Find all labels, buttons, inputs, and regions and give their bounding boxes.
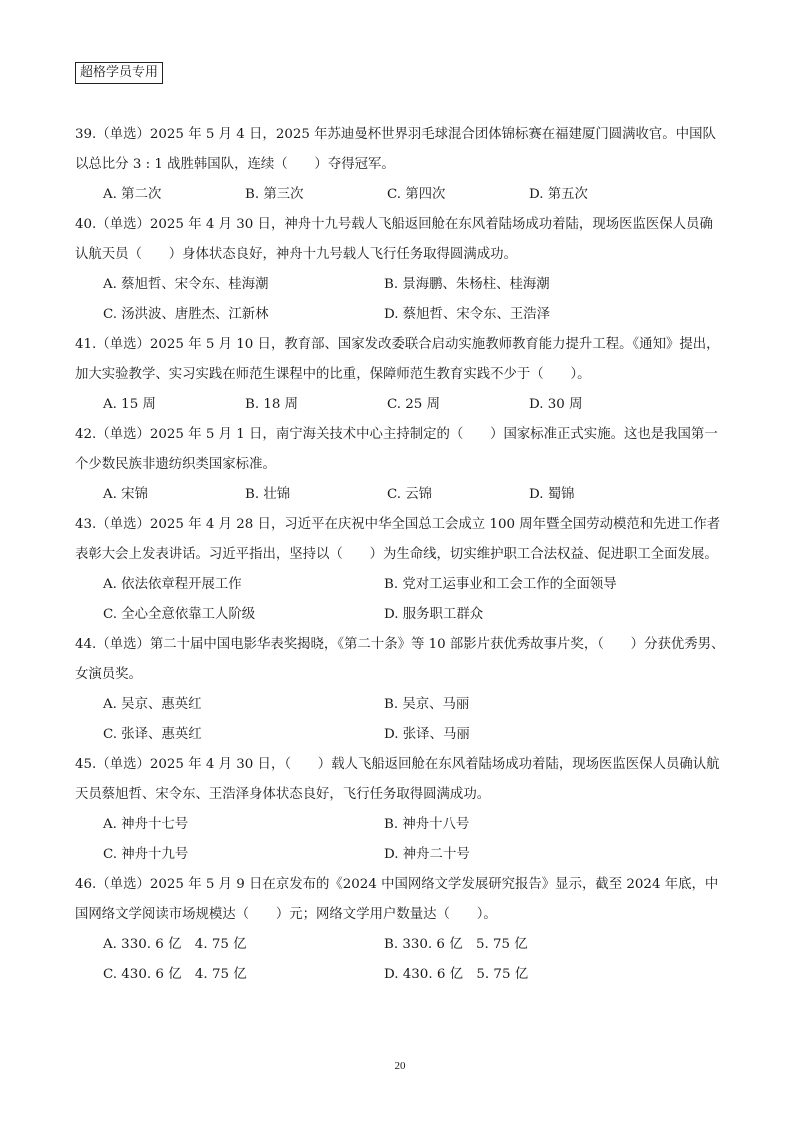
option-d: D. 第五次 (529, 187, 588, 202)
option-a: A. 宋锦 (103, 487, 148, 502)
option-d: D. 服务职工群众 (384, 607, 484, 622)
option-a: A. 15 周 (103, 397, 156, 412)
option-d: D. 430. 6 亿 5. 75 亿 (384, 967, 529, 982)
option-d: D. 蜀锦 (529, 487, 575, 502)
options (75, 930, 725, 990)
option-b: B. 第三次 (245, 187, 304, 202)
question-43 (75, 510, 725, 630)
question-stem: 46.（单选）2025 年 5 月 9 日在京发布的《2024 中国网络文学发展研究报告》显示，截至 2024 年底，中国网络文学阅读市场规模达（ ）元；网络文学用户数量达（ ）。 (75, 877, 719, 922)
question-stem: 44.（单选）第二十届中国电影华表奖揭晓，《第二十条》等 10 部影片获优秀故事片奖，（ ）分获优秀男、女演员奖。 (75, 637, 725, 682)
question-40 (75, 210, 725, 330)
option-c: C. 第四次 (387, 187, 446, 202)
question-46 (75, 870, 725, 990)
option-a: A. 神舟十七号 (103, 817, 189, 832)
question-44 (75, 630, 725, 750)
options (75, 480, 725, 510)
question-stem: 39.（单选）2025 年 5 月 4 日，2025 年苏迪曼杯世界羽毛球混合团体锦标赛在福建厦门圆满收官。中国队以总比分 3 : 1 战胜韩国队，连续（ ）夺得冠军。 (75, 127, 716, 172)
option-b: B. 神舟十八号 (384, 817, 470, 832)
option-b: B. 景海鹏、朱杨柱、桂海潮 (384, 277, 550, 292)
option-c: C. 25 周 (387, 397, 440, 412)
option-d: D. 30 周 (529, 397, 583, 412)
exclusive-badge: 超格学员专用 (75, 62, 163, 84)
options (75, 390, 725, 420)
option-a: A. 依法依章程开展工作 (103, 577, 242, 592)
option-c: C. 430. 6 亿 4. 75 亿 (103, 967, 247, 982)
option-b: B. 330. 6 亿 5. 75 亿 (384, 937, 528, 952)
question-stem: 43.（单选）2025 年 4 月 28 日，习近平在庆祝中华全国总工会成立 100 周年暨全国劳动模范和先进工作者表彰大会上发表讲话。习近平指出，坚持以（ ）为生命线，切实维护职工合法权益、促进职工全面发展。 (75, 517, 721, 562)
question-list (75, 120, 725, 990)
option-b: B. 党对工运事业和工会工作的全面领导 (384, 577, 617, 592)
option-b: B. 吴京、马丽 (384, 697, 470, 712)
question-stem: 42.（单选）2025 年 5 月 1 日，南宁海关技术中心主持制定的（ ）国家标准正式实施。这也是我国第一个少数民族非遗纺织类国家标准。 (75, 427, 718, 472)
question-stem: 40.（单选）2025 年 4 月 30 日，神舟十九号载人飞船返回舱在东风着陆场成功着陆，现场医监医保人员确认航天员（ ）身体状态良好，神舟十九号载人飞行任务取得圆满成功。 (75, 217, 713, 262)
page-number: 20 (394, 1060, 406, 1072)
options (75, 810, 725, 870)
question-stem: 45.（单选）2025 年 4 月 30 日，（ ）载人飞船返回舱在东风着陆场成功着陆，现场医监医保人员确认航天员蔡旭哲、宋令东、王浩泽身体状态良好，飞行任务取得圆满成功。 (75, 757, 720, 802)
option-c: C. 全心全意依靠工人阶级 (103, 607, 256, 622)
option-d: D. 张译、马丽 (384, 727, 470, 742)
options (75, 690, 725, 750)
option-a: A. 蔡旭哲、宋令东、桂海潮 (103, 277, 269, 292)
option-a: A. 第二次 (103, 187, 162, 202)
question-39 (75, 120, 725, 210)
option-b: B. 18 周 (245, 397, 299, 412)
option-c: C. 汤洪波、唐胜杰、江新林 (103, 307, 269, 322)
options (75, 270, 725, 330)
option-c: C. 张译、惠英红 (103, 727, 202, 742)
option-a: A. 吴京、惠英红 (103, 697, 202, 712)
option-c: C. 云锦 (387, 487, 433, 502)
question-stem: 41.（单选）2025 年 5 月 10 日，教育部、国家发改委联合启动实施教师教育能力提升工程。《通知》提出，加大实验教学、实习实践在师范生课程中的比重，保障师范生教育实践不少于（ ）。 (75, 337, 720, 382)
option-d: D. 蔡旭哲、宋令东、王浩泽 (384, 307, 551, 322)
option-a: A. 330. 6 亿 4. 75 亿 (103, 937, 247, 952)
question-42 (75, 420, 725, 510)
option-c: C. 神舟十九号 (103, 847, 189, 862)
option-d: D. 神舟二十号 (384, 847, 470, 862)
options (75, 570, 725, 630)
question-45 (75, 750, 725, 870)
option-b: B. 壮锦 (245, 487, 291, 502)
options (75, 180, 725, 210)
question-41 (75, 330, 725, 420)
